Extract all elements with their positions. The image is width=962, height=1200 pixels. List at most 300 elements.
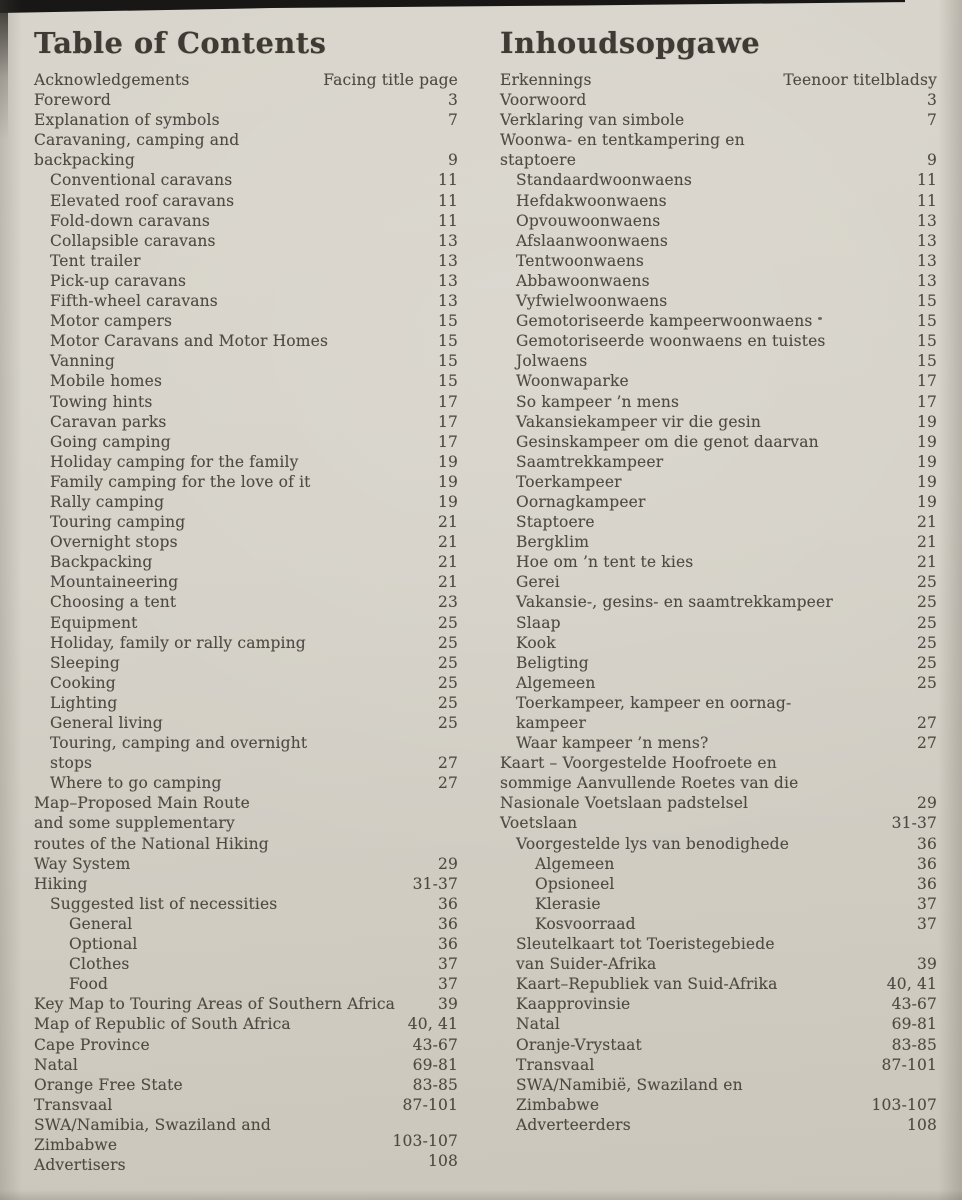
toc-entry [34, 653, 458, 673]
toc-entry-page: 25 [916, 613, 937, 632]
toc-entry-page: 13 [916, 251, 937, 270]
toc-entry-label: Kaart – Voorgestelde Hoofroete en [500, 754, 777, 773]
toc-entry-label: Abbawoonwaens [516, 271, 650, 290]
toc-entry [34, 613, 458, 633]
toc-entry [34, 371, 458, 391]
toc-entry-page: 21 [916, 533, 937, 552]
toc-entry-page: 15 [916, 352, 937, 371]
toc-entry-page: 36 [916, 854, 937, 873]
toc-entry-label: General living [50, 714, 163, 732]
toc-entry [34, 693, 458, 713]
toc-list-english [34, 70, 458, 1175]
toc-entry-page: 40, 41 [407, 1015, 458, 1034]
toc-entry-label: Zimbabwe [516, 1095, 600, 1114]
toc-entry-page: 69-81 [891, 1015, 937, 1034]
toc-entry [500, 211, 937, 231]
toc-entry [34, 713, 458, 733]
toc-entry [500, 793, 937, 813]
toc-entry-page: Facing title page [323, 71, 458, 89]
toc-entry [500, 191, 937, 211]
toc-entry-label: backpacking [34, 151, 135, 170]
toc-entry-page: 108 [427, 1152, 458, 1171]
toc-entry-page: 15 [916, 312, 937, 331]
toc-entry-label: Holiday, family or rally camping [50, 633, 306, 652]
toc-entry-page: 21 [916, 513, 937, 532]
toc-entry-page: 11 [437, 211, 458, 230]
toc-entry-label: Backpacking [50, 553, 153, 572]
toc-entry [500, 532, 937, 552]
toc-entry [500, 633, 937, 653]
toc-entry-label: Where to go camping [50, 774, 222, 793]
toc-entry-page: 9 [447, 151, 458, 170]
toc-entry-label: General [69, 914, 133, 933]
toc-entry [34, 773, 458, 793]
toc-entry [34, 452, 458, 472]
toc-entry-label: Overnight stops [50, 533, 178, 552]
toc-entry-label: Holiday camping for the family [50, 452, 299, 471]
toc-entry-label: Opvouwoonwaens [516, 211, 661, 230]
toc-entry [34, 934, 458, 954]
toc-entry [500, 271, 937, 291]
toc-entry-page: 83-85 [412, 1075, 458, 1094]
toc-entry [500, 874, 937, 894]
toc-entry-page: 43-67 [891, 995, 937, 1014]
toc-entry-label: Touring, camping and overnight [50, 734, 308, 753]
toc-entry-page: 25 [437, 653, 458, 672]
toc-entry-label: Cape Province [34, 1035, 150, 1054]
toc-entry-label: Vakansiekampeer vir die gesin [516, 412, 762, 431]
toc-entry [34, 1075, 458, 1095]
toc-entry [34, 492, 458, 512]
toc-entry-page: 87-101 [881, 1055, 937, 1074]
toc-entry-label: Advertisers [34, 1156, 126, 1175]
toc-entry [34, 753, 458, 773]
toc-entry [34, 894, 458, 914]
toc-entry [500, 392, 937, 412]
toc-entry [34, 673, 458, 693]
toc-entry-page: 9 [926, 151, 937, 170]
toc-entry [500, 452, 937, 472]
toc-entry [34, 110, 458, 130]
toc-entry-page: 17 [437, 432, 458, 451]
toc-entry [500, 854, 937, 874]
toc-entry-page: 19 [916, 412, 937, 431]
toc-entry-page: 11 [437, 191, 458, 210]
toc-entry-page: 103-107 [392, 1131, 458, 1150]
toc-entry-page: 69-81 [412, 1055, 458, 1074]
toc-entry-label: Motor campers [50, 312, 173, 331]
toc-entry [500, 753, 937, 773]
toc-column-afrikaans [500, 26, 937, 1135]
toc-entry-page: 40, 41 [886, 975, 937, 994]
toc-entry [500, 70, 937, 90]
toc-entry-page: 21 [437, 513, 458, 532]
toc-entry-page: 15 [437, 332, 458, 351]
toc-entry [500, 412, 937, 432]
toc-entry-label: Caravaning, camping and [34, 131, 240, 150]
toc-entry [34, 472, 458, 492]
toc-entry-label: Gesinskampeer om die genot daarvan [516, 432, 819, 451]
toc-entry-label: Motor Caravans and Motor Homes [50, 332, 329, 351]
toc-entry-label: Afslaanwoonwaens [516, 231, 668, 250]
toc-entry-label: Explanation of symbols [34, 111, 220, 130]
toc-entry-label: Slaap [516, 613, 561, 632]
toc-entry [500, 1035, 937, 1055]
toc-entry-page: 7 [926, 111, 937, 130]
toc-entry-page: 29 [437, 854, 458, 873]
toc-entry-label: Mountaineering [50, 573, 179, 592]
toc-entry-label: Touring camping [50, 513, 186, 532]
toc-entry [34, 351, 458, 371]
toc-entry [34, 954, 458, 974]
toc-entry-label: Optional [69, 935, 138, 954]
toc-entry-label: Opsioneel [535, 874, 615, 893]
toc-entry [500, 713, 937, 733]
toc-entry [500, 492, 937, 512]
toc-entry-label: Choosing a tent [50, 593, 177, 612]
toc-entry-page: 27 [437, 774, 458, 793]
toc-entry-page: 83-85 [891, 1035, 937, 1054]
toc-entry-label: Equipment [50, 613, 138, 632]
toc-entry-page: 39 [437, 995, 458, 1014]
toc-entry [500, 110, 937, 130]
toc-entry-label: Standaardwoonwaens [516, 171, 693, 190]
toc-entry-label: Zimbabwe [34, 1135, 118, 1154]
toc-entry-label: Hoe om ’n tent te kies [516, 553, 694, 572]
toc-entry-label: Family camping for the love of it [50, 472, 311, 491]
toc-entry [500, 130, 937, 150]
toc-entry-page: 36 [916, 874, 937, 893]
toc-entry-label: Sleeping [50, 653, 120, 672]
toc-entry-page: 17 [437, 412, 458, 431]
toc-entry-page: 19 [437, 472, 458, 491]
toc-entry-page: 11 [437, 171, 458, 190]
toc-entry-page: 19 [916, 452, 937, 471]
toc-entry-page: 19 [916, 492, 937, 511]
toc-entry-page: 25 [916, 673, 937, 692]
toc-list-afrikaans [500, 70, 937, 1135]
toc-entry [34, 432, 458, 452]
toc-entry-label: Foreword [34, 91, 111, 110]
toc-entry-label: Sleutelkaart tot Toeristegebiede [516, 935, 775, 954]
toc-entry-label: Klerasie [535, 894, 601, 913]
toc-entry-label: Acknowledgements [34, 71, 190, 89]
toc-entry-label: Oornagkampeer [516, 492, 646, 511]
toc-entry-page: 21 [437, 533, 458, 552]
toc-entry-label: Transvaal [516, 1055, 595, 1074]
toc-entry-label: Clothes [69, 955, 130, 974]
toc-entry [34, 1055, 458, 1075]
toc-entry [500, 170, 937, 190]
toc-entry-page: 25 [916, 633, 937, 652]
toc-entry-page: 31-37 [891, 814, 937, 833]
toc-entry [500, 813, 937, 833]
toc-entry-label: van Suider-Afrika [516, 955, 657, 974]
toc-entry [500, 1075, 937, 1095]
toc-entry-page: 43-67 [412, 1035, 458, 1054]
toc-entry [500, 934, 937, 954]
toc-entry-label: So kampeer ’n mens [516, 392, 680, 411]
toc-entry-page: 25 [437, 633, 458, 652]
toc-entry [500, 472, 937, 492]
toc-entry-page: 36 [437, 894, 458, 913]
toc-entry-page: 108 [906, 1115, 937, 1134]
toc-entry-label: stops [50, 754, 93, 773]
toc-entry [500, 291, 937, 311]
toc-entry-label: Fold-down caravans [50, 211, 210, 230]
toc-entry [500, 834, 937, 854]
toc-entry-label: Voorwoord [500, 91, 587, 110]
toc-entry-label: Jolwaens [516, 352, 588, 371]
toc-entry-label: Orange Free State [34, 1075, 183, 1094]
toc-entry [34, 90, 458, 110]
toc-entry-label: Saamtrekkampeer [516, 452, 664, 471]
toc-entry [500, 1115, 937, 1135]
toc-entry [34, 271, 458, 291]
toc-entry [34, 1014, 458, 1034]
toc-entry-label: Food [69, 975, 109, 994]
toc-entry [500, 331, 937, 351]
toc-entry-page: 15 [437, 372, 458, 391]
toc-entry-page: 25 [916, 593, 937, 612]
toc-entry-label: Going camping [50, 432, 171, 451]
toc-entry-page: 36 [437, 914, 458, 933]
toc-entry [34, 914, 458, 934]
toc-entry-label: Transvaal [34, 1095, 113, 1114]
toc-entry-page: 13 [437, 231, 458, 250]
toc-entry-page: 17 [916, 372, 937, 391]
toc-entry-page: 21 [916, 553, 937, 572]
toc-entry [500, 592, 937, 612]
toc-entry-page: 15 [916, 292, 937, 311]
toc-entry-label: Tentwoonwaens [516, 251, 645, 270]
toc-entry-label: Oranje-Vrystaat [516, 1035, 642, 1054]
toc-entry [34, 1131, 458, 1155]
toc-entry-label: Gemotoriseerde kampeerwoonwaens [516, 312, 813, 331]
toc-entry-label: Pick-up caravans [50, 271, 187, 290]
toc-entry-page: 15 [916, 332, 937, 351]
toc-entry-page: 39 [916, 955, 937, 974]
toc-entry-label: Kaart–Republiek van Suid-Afrika [516, 975, 778, 994]
toc-entry [34, 633, 458, 653]
toc-entry-label: Map of Republic of South Africa [34, 1015, 291, 1034]
toc-entry-label: Collapsible caravans [50, 231, 216, 250]
toc-entry [34, 552, 458, 572]
toc-entry-page: 37 [437, 955, 458, 974]
toc-entry-label: Fifth-wheel caravans [50, 292, 218, 311]
toc-entry-label: Beligting [516, 653, 589, 672]
scan-shadow-left [0, 0, 22, 1200]
toc-entry-label: Map–Proposed Main Route [34, 794, 250, 813]
toc-entry-label: Caravan parks [50, 412, 167, 431]
toc-entry-page: 27 [916, 734, 937, 753]
toc-entry-page: 27 [916, 714, 937, 732]
toc-entry-label: Hiking [34, 874, 88, 893]
toc-entry-page: 37 [916, 914, 937, 933]
toc-entry [500, 512, 937, 532]
toc-entry [34, 191, 458, 211]
toc-entry-label: Bergklim [516, 533, 590, 552]
toc-entry-label: routes of the National Hiking [34, 834, 269, 853]
toc-entry [34, 251, 458, 271]
toc-entry-page: 21 [437, 553, 458, 572]
toc-entry-page: 36 [916, 834, 937, 853]
toc-entry-label: Cooking [50, 673, 116, 692]
toc-entry [500, 673, 937, 693]
toc-entry-label: Algemeen [535, 854, 615, 873]
toc-entry [34, 150, 458, 170]
toc-entry [500, 954, 937, 974]
toc-entry-label: Woonwa- en tentkampering en [500, 131, 745, 150]
toc-entry-label: Vyfwielwoonwaens [516, 292, 668, 311]
toc-entry-label: Gerei [516, 573, 560, 592]
toc-entry [500, 914, 937, 934]
toc-entry-page: 36 [437, 935, 458, 954]
toc-entry [500, 1095, 937, 1115]
toc-entry-label: Natal [34, 1055, 78, 1074]
toc-entry-label: Kaapprovinsie [516, 995, 631, 1014]
toc-entry-label: Kosvoorraad [535, 914, 636, 933]
toc-entry-label: Woonwaparke [516, 372, 629, 391]
toc-entry-page: 23 [437, 593, 458, 612]
toc-entry-page: 37 [437, 975, 458, 994]
toc-entry [500, 974, 937, 994]
toc-entry-page: Teenoor titelbladsy [783, 71, 937, 89]
toc-entry [34, 392, 458, 412]
toc-entry-page: 13 [437, 271, 458, 290]
toc-entry-label: Lighting [50, 693, 118, 712]
toc-entry-label: Adverteerders [516, 1115, 631, 1134]
toc-entry-page: 13 [916, 211, 937, 230]
toc-entry [34, 813, 458, 833]
toc-entry [500, 90, 937, 110]
toc-entry-label: Kook [516, 633, 556, 652]
toc-column-english [34, 26, 458, 1175]
toc-entry [500, 432, 937, 452]
toc-entry-label: Erkennings [500, 71, 592, 89]
toc-entry-label: Verklaring van simbole [500, 111, 685, 130]
toc-entry-label: Staptoere [516, 513, 595, 532]
toc-entry-page: 21 [437, 573, 458, 592]
toc-entry-page: 13 [916, 231, 937, 250]
toc-entry-label: Gemotoriseerde woonwaens en tuistes [516, 332, 826, 351]
toc-entry-label: Voorgestelde lys van benodighede [516, 834, 790, 853]
toc-entry-label: Natal [516, 1015, 560, 1034]
toc-entry-page: 31-37 [412, 874, 458, 893]
toc-entry-page: 29 [916, 794, 937, 813]
toc-entry-page: 25 [437, 693, 458, 712]
toc-entry-label: and some supplementary [34, 814, 235, 833]
toc-entry [500, 231, 937, 251]
toc-entry [34, 793, 458, 813]
toc-entry [34, 412, 458, 432]
toc-entry-page: 103-107 [871, 1095, 937, 1114]
toc-entry-label: sommige Aanvullende Roetes van die [500, 774, 799, 793]
toc-title-afrikaans: Inhoudsopgawe [500, 26, 761, 60]
toc-entry-label: Toerkampeer, kampeer en oornag- [516, 693, 792, 712]
toc-entry-label: Nasionale Voetslaan padstelsel [500, 794, 749, 813]
toc-entry-label: Key Map to Touring Areas of Southern Africa [34, 995, 396, 1014]
toc-entry-page: 87-101 [402, 1095, 458, 1114]
toc-entry-label: Toerkampeer [516, 472, 622, 491]
toc-entry [34, 1152, 458, 1175]
toc-entry-label: SWA/Namibië, Swaziland en [516, 1075, 743, 1094]
toc-entry-label: staptoere [500, 151, 577, 170]
toc-entry-label: Way System [34, 854, 131, 873]
toc-entry-page: 37 [916, 894, 937, 913]
toc-entry [500, 251, 937, 271]
toc-entry-page: 11 [916, 171, 937, 190]
toc-entry [500, 150, 937, 170]
toc-entry-page: 13 [437, 292, 458, 311]
toc-entry [34, 70, 458, 90]
toc-entry [500, 653, 937, 673]
toc-entry-page: 11 [916, 191, 937, 210]
toc-entry-page: 15 [437, 352, 458, 371]
toc-entry-page: 25 [916, 573, 937, 592]
scan-shadow-right [938, 0, 962, 1200]
toc-entry [34, 170, 458, 190]
toc-entry-label: Vanning [50, 352, 115, 371]
toc-entry-label: Rally camping [50, 492, 165, 511]
toc-entry-page: 7 [447, 111, 458, 130]
toc-entry-label: Algemeen [516, 673, 596, 692]
toc-entry-page: 25 [437, 673, 458, 692]
toc-entry-label: SWA/Namibia, Swaziland and [34, 1115, 271, 1134]
toc-entry [34, 130, 458, 150]
toc-title-english: Table of Contents [34, 26, 327, 60]
toc-entry [34, 834, 458, 854]
toc-entry [500, 613, 937, 633]
toc-entry [34, 1095, 458, 1115]
toc-entry [500, 311, 937, 331]
toc-entry-page: 17 [437, 392, 458, 411]
toc-entry [500, 894, 937, 914]
toc-entry [34, 331, 458, 351]
toc-entry-page: 13 [437, 251, 458, 270]
toc-entry [34, 231, 458, 251]
toc-entry-label: Conventional caravans [50, 171, 233, 190]
toc-entry [34, 874, 458, 894]
toc-entry [34, 512, 458, 532]
scan-shadow-bottom [0, 1190, 962, 1200]
toc-entry-page: 27 [437, 754, 458, 773]
toc-entry-page: 25 [437, 714, 458, 732]
toc-entry [500, 572, 937, 592]
toc-entry-page: 19 [437, 492, 458, 511]
toc-entry-page: 3 [447, 91, 458, 110]
toc-entry-label: Suggested list of necessities [50, 894, 278, 913]
toc-entry [500, 1014, 937, 1034]
toc-entry [34, 291, 458, 311]
toc-entry-label: Vakansie-, gesins- en saamtrekkampeer [516, 593, 833, 612]
toc-entry-page: 19 [916, 472, 937, 491]
toc-entry [500, 1055, 937, 1075]
toc-entry-label: Hefdakwoonwaens [516, 191, 667, 210]
toc-entry-label: Mobile homes [50, 372, 163, 391]
toc-entry [34, 994, 458, 1014]
toc-entry-label: Voetslaan [500, 814, 578, 833]
toc-entry-page: 19 [437, 452, 458, 471]
toc-entry [34, 311, 458, 331]
toc-entry [500, 994, 937, 1014]
toc-entry-label: Waar kampeer ’n mens? [516, 734, 709, 753]
toc-entry-page: 19 [916, 432, 937, 451]
toc-entry-page: 25 [437, 613, 458, 632]
toc-entry [34, 974, 458, 994]
toc-entry-label: Tent trailer [50, 251, 141, 270]
toc-entry [500, 773, 937, 793]
